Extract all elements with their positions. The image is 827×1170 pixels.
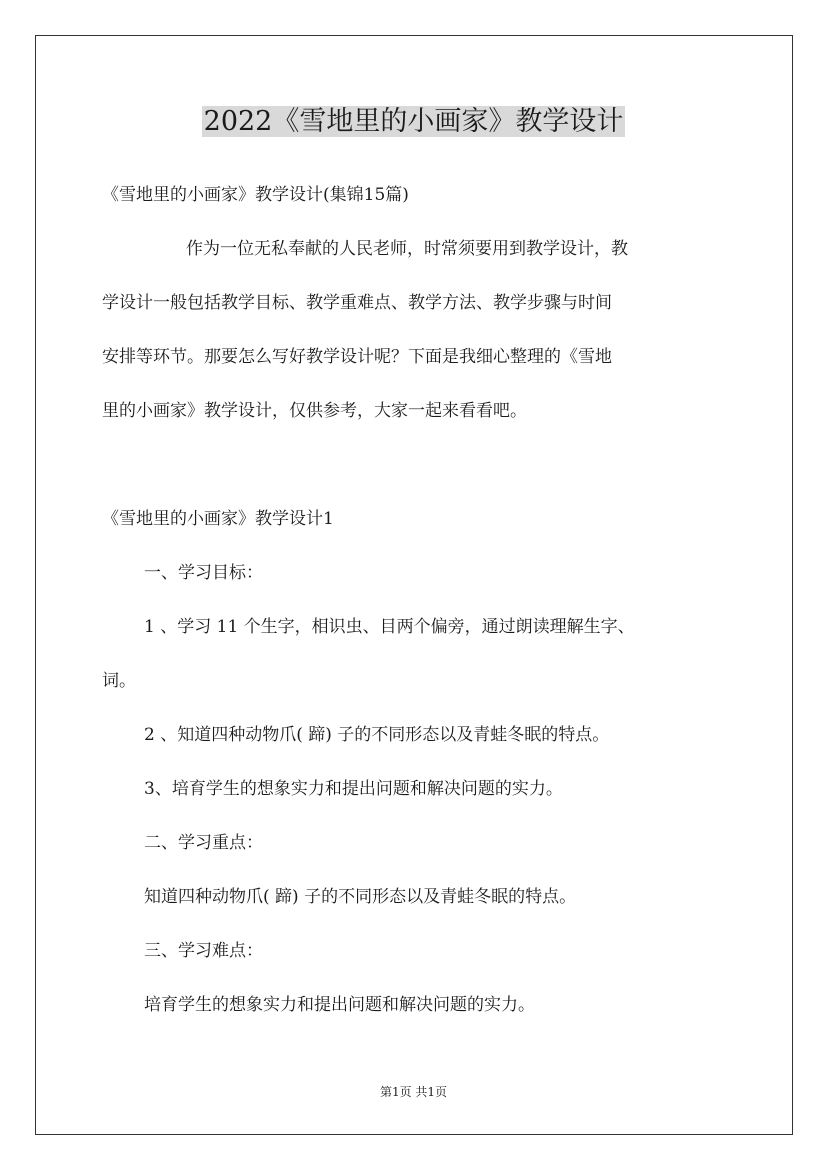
intro-line-2: 学设计一般包括教学目标、教学重难点、教学方法、教学步骤与时间 bbox=[102, 293, 612, 313]
key-points-heading: 二、学习重点： bbox=[144, 833, 263, 853]
section-heading: 《雪地里的小画家》教学设计1 bbox=[102, 509, 334, 529]
difficulties-heading: 三、学习难点： bbox=[144, 941, 263, 961]
goal-3: 3、培育学生的想象实力和提出问题和解决问题的实力。 bbox=[144, 779, 563, 799]
goal-1-line-2: 词。 bbox=[102, 671, 136, 691]
goal-1-line-1: 1 、学习 11 个生字，相识虫、目两个偏旁，通过朗读理解生字、 bbox=[144, 617, 635, 637]
key-points-text: 知道四种动物爪( 蹄) 子的不同形态以及青蛙冬眠的特点。 bbox=[144, 887, 577, 907]
goal-2: 2 、知道四种动物爪( 蹄) 子的不同形态以及青蛙冬眠的特点。 bbox=[144, 725, 610, 745]
document-title-text: 2022《雪地里的小画家》教学设计 bbox=[203, 106, 624, 137]
difficulties-text: 培育学生的想象实力和提出问题和解决问题的实力。 bbox=[144, 995, 535, 1015]
intro-line-1: 作为一位无私奉献的人民老师，时常须要用到教学设计，教 bbox=[186, 239, 628, 259]
document-subtitle: 《雪地里的小画家》教学设计(集锦15篇) bbox=[102, 185, 409, 205]
goals-heading: 一、学习目标： bbox=[144, 563, 263, 583]
intro-line-4: 里的小画家》教学设计，仅供参考，大家一起来看看吧。 bbox=[102, 401, 527, 421]
page-footer: 第1页 共1页 bbox=[379, 1085, 448, 1099]
document-title bbox=[0, 100, 827, 144]
intro-line-3: 安排等环节。那要怎么写好教学设计呢？下面是我细心整理的《雪地 bbox=[102, 347, 612, 367]
